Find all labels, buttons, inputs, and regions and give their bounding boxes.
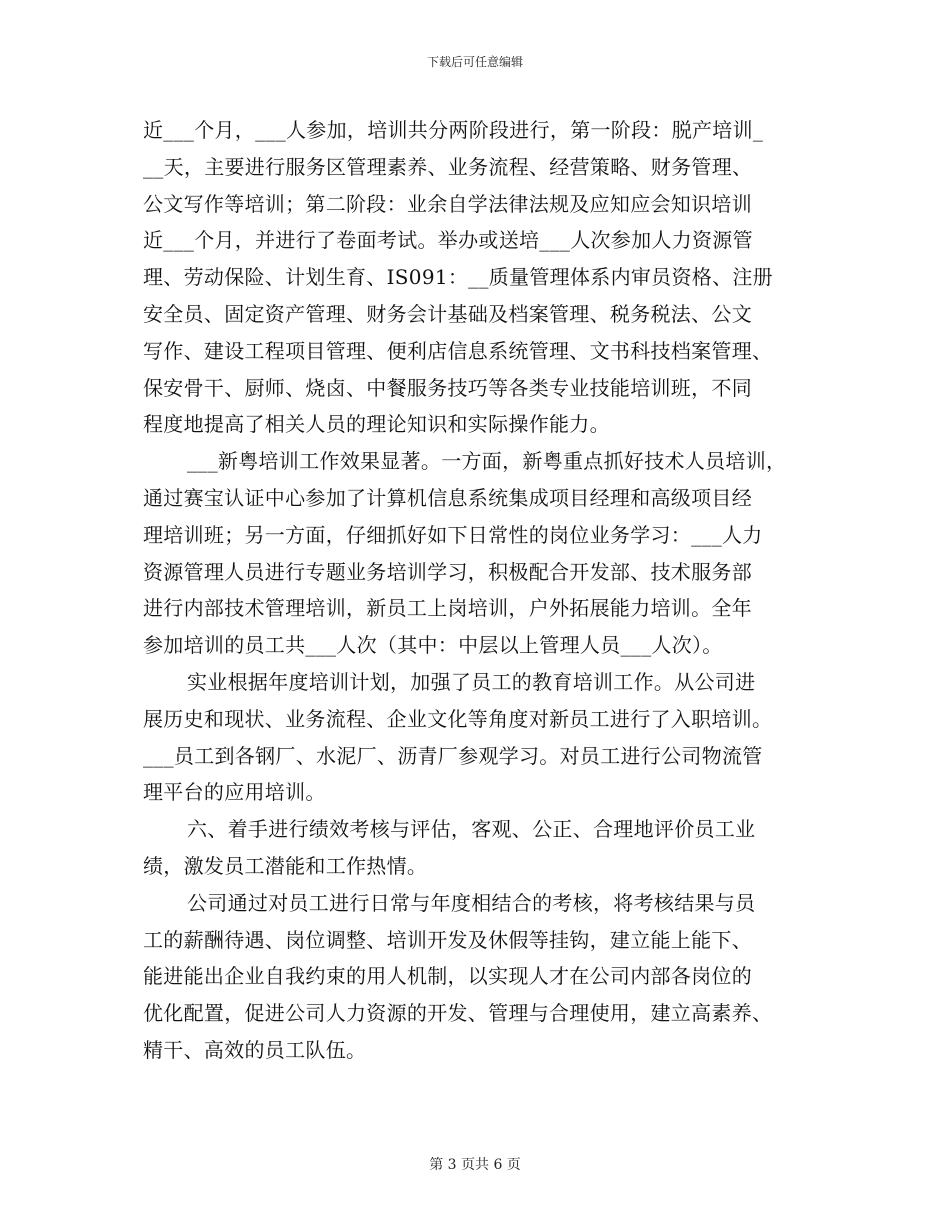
paragraph-line: 绩，激发员工潜能和工作热情。 <box>143 853 428 878</box>
paragraph-line: 参加培训的员工共___人次（其中：中层以上管理人员___人次）。 <box>143 633 723 658</box>
document-body <box>143 112 815 1069</box>
paragraph <box>143 664 815 811</box>
paragraph-line: 安全员、固定资产管理、财务会计基础及档案管理、税务税法、公文 <box>143 301 752 326</box>
paragraph-line: 理平台的应用培训。 <box>143 780 326 805</box>
paragraph-line: 六、着手进行绩效考核与评估，客观、公正、合理地评价员工业 <box>187 817 756 842</box>
paragraph-line: 精干、高效的员工队伍。 <box>143 1037 367 1062</box>
paragraph-line: 程度地提高了相关人员的理论知识和实际操作能力。 <box>143 412 610 437</box>
paragraph-line: 公文写作等培训；第二阶段：业余自学法律法规及应知应会知识培训 <box>143 191 752 216</box>
paragraph-line: 写作、建设工程项目管理、便利店信息系统管理、文书科技档案管理、 <box>143 338 773 363</box>
paragraph-line: 实业根据年度培训计划，加强了员工的教育培训工作。从公司进 <box>187 669 756 694</box>
paragraph-line: 工的薪酬待遇、岗位调整、培训开发及休假等挂钩，建立能上能下、 <box>143 927 752 952</box>
paragraph-line: 进行内部技术管理培训，新员工上岗培训，户外拓展能力培训。全年 <box>143 596 752 621</box>
paragraph-line: ___新粤培训工作效果显著。一方面，新粤重点抓好技术人员培训， <box>187 449 787 474</box>
paragraph-line: 优化配置，促进公司人力资源的开发、管理与合理使用，建立高素养、 <box>143 1001 773 1026</box>
paragraph <box>143 885 815 1069</box>
paragraph <box>143 811 815 885</box>
paragraph-line: 理、劳动保险、计划生育、IS091：__质量管理体系内审员资格、注册 <box>143 265 773 290</box>
paragraph-line: 近___个月，___人参加，培训共分两阶段进行，第一阶段：脱产培训_ <box>143 118 764 142</box>
paragraph-line: __天，主要进行服务区管理素养、业务流程、经营策略、财务管理、 <box>143 154 753 179</box>
paragraph <box>143 443 815 664</box>
paragraph-line: 能进能出企业自我约束的用人机制，以实现人才在公司内部各岗位的 <box>143 964 752 989</box>
page-header: 下载后可任意编辑 <box>426 55 523 69</box>
page-number-footer: 第 3 页共 6 页 <box>429 1157 521 1173</box>
paragraph-line: 保安骨干、厨师、烧卤、中餐服务技巧等各类专业技能培训班，不同 <box>143 375 752 400</box>
paragraph <box>143 112 815 443</box>
paragraph-line: 通过赛宝认证中心参加了计算机信息系统集成项目经理和高级项目经 <box>143 485 752 510</box>
paragraph-line: 理培训班；另一方面，仔细抓好如下日常性的岗位业务学习：___人力 <box>143 522 763 547</box>
paragraph-line: 近___个月，并进行了卷面考试。举办或送培___人次参加人力资源管 <box>143 228 753 253</box>
paragraph-line: 资源管理人员进行专题业务培训学习，积极配合开发部、技术服务部 <box>143 559 752 584</box>
paragraph-line: ___员工到各钢厂、水泥厂、沥青厂参观学习。对员工进行公司物流管 <box>143 743 763 768</box>
paragraph-line: 公司通过对员工进行日常与年度相结合的考核，将考核结果与员 <box>187 890 756 915</box>
paragraph-line: 展历史和现状、业务流程、企业文化等角度对新员工进行了入职培训。 <box>143 706 773 731</box>
